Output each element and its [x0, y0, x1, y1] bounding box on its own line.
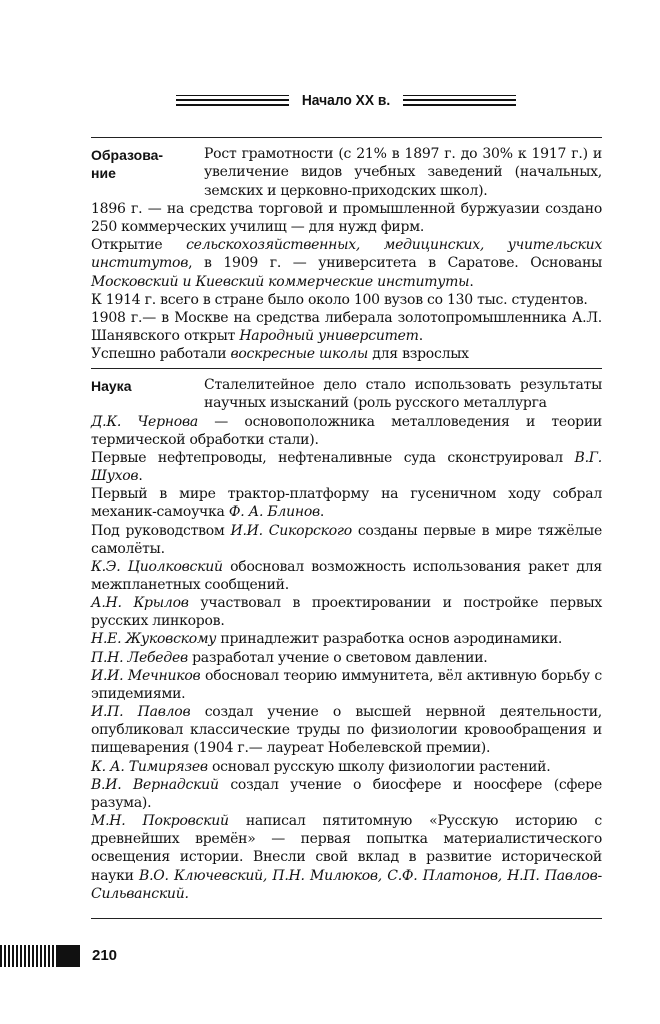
science-paragraph: Д.К. Чернова — основоположника металловедения и теории термической обработки стали). — [91, 413, 602, 448]
education-paragraph: К 1914 г. всего в стране было около 100 вузов со 130 тыс. студентов. — [91, 291, 588, 308]
page-edge-barcode-decoration — [0, 945, 80, 967]
science-paragraph: В.И. Вернадский создал учение о биосфере и ноосфере (сфере разума). — [91, 776, 603, 811]
education-paragraph: Успешно работали воскресные школы для взрослых — [91, 346, 469, 363]
page-number: 210 — [92, 947, 118, 964]
science-paragraph: И.П. Павлов создал учение о высшей нервной деятельности, опубликовал классические труды по физиологии кровообращения и пищеварения (1904 г.— лауреат Нобелевской премии). — [91, 704, 602, 757]
section-divider-middle — [91, 368, 602, 369]
science-paragraph: К. А. Тимирязев основал русскую школу физиологии растений. — [91, 758, 551, 775]
science-paragraph: И.И. Мечников обосновал теорию иммунитета, вёл активную борьбу с эпидемиями. — [91, 667, 602, 702]
science-intro: Сталелитейное дело стало использовать результаты научных изысканий (роль русского металлурга — [204, 377, 602, 412]
section-education — [91, 145, 602, 363]
education-paragraph: 1896 г. — на средства торговой и промышленной буржуазии создано 250 коммерческих училищ — для нужд фирм. — [91, 200, 602, 236]
education-paragraph: 1908 г.— в Москве на средства либерала золотопромышленника А.Л. Шанявского открыт Народный университет. — [91, 309, 602, 344]
page-heading — [176, 88, 516, 112]
section-divider-bottom — [91, 918, 602, 919]
science-paragraph: К.Э. Циолковский обосновал возможность использования ракет для межпланетных сообщений. — [91, 558, 602, 593]
section-science — [91, 376, 602, 903]
science-paragraph: Под руководством И.И. Сикорского созданы первые в мире тяжёлые самолёты. — [91, 522, 602, 557]
science-paragraph: Н.Е. Жуковскому принадлежит разработка основ аэродинамики. — [91, 631, 563, 648]
education-intro: Рост грамотности (с 21% в 1897 г. до 30% к 1917 г.) и увеличение видов учебных заведений (начальных, земских и церковно-приходских школ). — [204, 146, 602, 199]
science-paragraph: Первый в мире трактор-платформу на гусеничном ходу собрал механик-самоучка Ф. А. Блинов. — [91, 486, 602, 521]
section-divider-top — [91, 137, 602, 138]
section-label-education: Образова- ние — [91, 147, 164, 181]
page-title: Начало XX в. — [301, 91, 391, 109]
science-paragraph: М.Н. Покровский написал пятитомную «Русскую историю с древнейших времён» — первая попытка материалистического освещения истории. Внесли свой вклад в развитие исторической науки В.О. Ключевский, П.Н. Милюков, С.Ф. Платонов, Н.П. Павлов-Сильванский. — [91, 813, 602, 902]
science-paragraph: П.Н. Лебедев разработал учение о световом давлении. — [91, 649, 488, 666]
heading-left-rule — [176, 95, 289, 106]
science-paragraph: А.Н. Крылов участвовал в проектировании и постройке первых русских линкоров. — [91, 595, 602, 630]
section-label-science: Наука — [91, 378, 132, 394]
heading-right-rule — [403, 95, 516, 106]
education-paragraph: Открытие сельскохозяйственных, медицинских, учительских институтов, в 1909 г. — университета в Саратове. Основаны Московский и Киевский коммерческие институты. — [91, 237, 602, 290]
science-paragraph: Первые нефтепроводы, нефтеналивные суда сконструировал В.Г. Шухов. — [91, 449, 602, 485]
